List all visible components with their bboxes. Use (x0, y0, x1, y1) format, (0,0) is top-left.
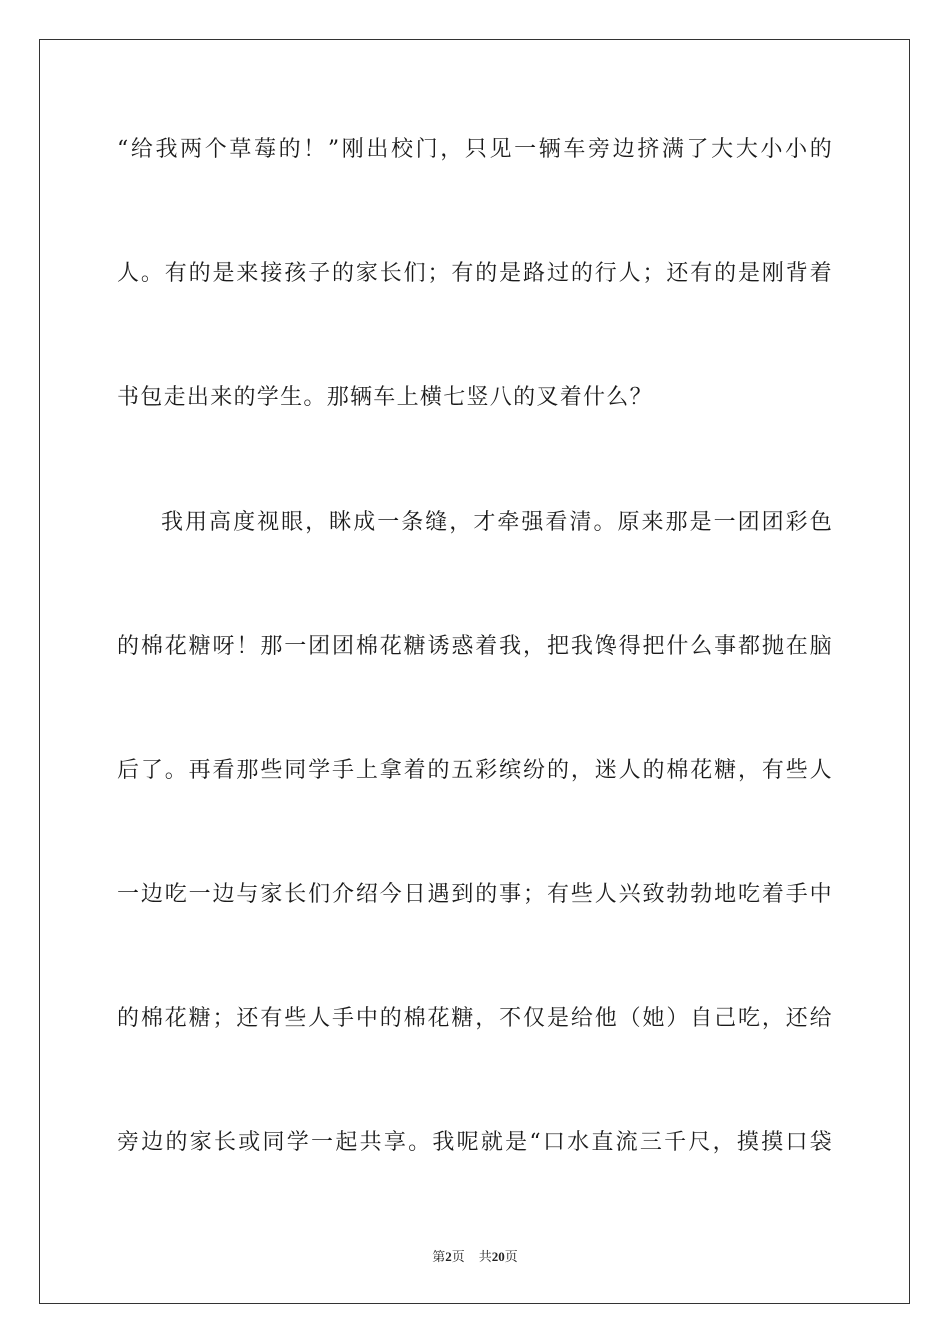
paragraph-line: 的棉花糖；还有些人手中的棉花糖，不仅是给他（她）自己吃，还给 (117, 1006, 833, 1031)
total-label-prefix: 共 (478, 1250, 492, 1265)
paragraph-line: 一边吃一边与家长们介绍今日遇到的事；有些人兴致勃勃地吃着手中 (117, 882, 833, 907)
page-label-suffix: 页 (451, 1250, 465, 1265)
paragraph-line: 旁边的家长或同学一起共享。我呢就是“口水直流三千尺，摸摸口袋 (117, 1130, 833, 1155)
paragraph-line: 人。有的是来接孩子的家长们；有的是路过的行人；还有的是刚背着 (117, 261, 833, 286)
total-label-suffix: 页 (504, 1250, 518, 1265)
paragraph-line: “给我两个草莓的！”刚出校门，只见一辆车旁边挤满了大大小小的 (117, 137, 833, 162)
paragraph-line: 我用高度视眼，眯成一条缝，才牵强看清。原来那是一团团彩色 (161, 510, 833, 535)
paragraph-line: 的棉花糖呀！那一团团棉花糖诱惑着我，把我馋得把什么事都抛在脑 (117, 634, 833, 659)
page-border (39, 39, 910, 1304)
paragraph-line: 后了。再看那些同学手上拿着的五彩缤纷的，迷人的棉花糖，有些人 (117, 758, 833, 783)
page-label-prefix: 第 (432, 1250, 446, 1265)
page-footer (0, 1248, 950, 1267)
total-pages: 20 (491, 1249, 505, 1264)
page-number: 2 (445, 1249, 452, 1264)
paragraph-line: 书包走出来的学生。那辆车上横七竖八的叉着什么？ (117, 385, 653, 410)
